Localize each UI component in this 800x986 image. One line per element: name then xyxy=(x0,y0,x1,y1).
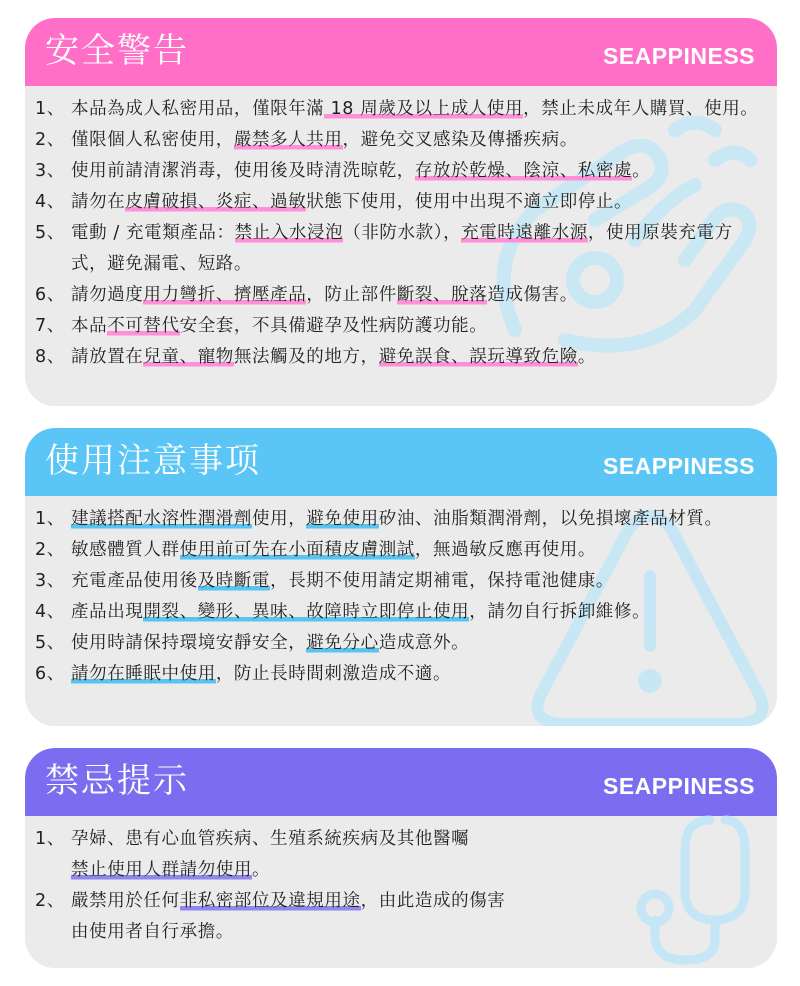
item-number: 7、 xyxy=(35,316,65,336)
item-text: ，由此造成的傷害 xyxy=(360,891,506,911)
item-number: 1、 xyxy=(35,829,65,849)
list-item xyxy=(35,187,759,218)
safety-warning-header xyxy=(25,18,777,86)
item-text: 敏感體質人群 xyxy=(71,540,180,560)
list-item xyxy=(35,311,759,342)
item-text: 孕婦、患有心血管疾病、生殖系統疾病及其他醫囑 xyxy=(71,829,470,849)
item-number: 3、 xyxy=(35,161,65,181)
item-number: 5、 xyxy=(35,633,65,653)
item-text: （非防水款）， xyxy=(343,223,462,243)
brand-label: SEAPPINESS xyxy=(603,773,755,799)
item-text: ，長期不使用請定期補電，保持電池健康。 xyxy=(270,571,615,591)
item-text: 。 xyxy=(252,860,271,880)
item-text: ，無過敏反應再使用。 xyxy=(414,540,596,560)
item-highlight: 存放於乾燥、陰涼、私密處 xyxy=(414,161,633,181)
list-item xyxy=(35,94,759,125)
list-item xyxy=(35,504,759,535)
brand-label: SEAPPINESS xyxy=(603,43,755,69)
item-highlight: 皮膚破損、炎症、過敏 xyxy=(125,192,307,212)
list-item xyxy=(35,659,759,690)
brand-label: SEAPPINESS xyxy=(603,453,755,479)
item-highlight: 開裂、變形、異味、故障時立即停止使用 xyxy=(143,602,470,622)
item-highlight: 使用前可先在小面積皮膚測試 xyxy=(179,540,415,560)
item-text: 使用， xyxy=(252,509,307,529)
item-text: ，禁止未成年人購買、使用。 xyxy=(523,99,759,119)
contraindications-header xyxy=(25,748,777,816)
item-text: 由使用者自行承擔。 xyxy=(71,922,234,942)
item-text: 充電產品使用後 xyxy=(71,571,198,591)
item-text: 電動 / 充電類產品： xyxy=(71,223,235,243)
item-text: 使用時請保持環境安靜安全， xyxy=(71,633,307,653)
section-title: 安全警告 xyxy=(45,31,189,71)
item-text: 嚴禁用於任何 xyxy=(71,891,180,911)
item-highlight: 建議搭配水溶性潤滑劑 xyxy=(71,509,252,529)
item-text: 本品為成人私密用品，僅限年滿 xyxy=(71,99,325,119)
list-item xyxy=(35,218,759,280)
item-text: 矽油、油脂類潤滑劑，以免損壞產品材質。 xyxy=(378,509,723,529)
item-highlight: 用力彎折、擠壓產品 xyxy=(143,285,307,305)
usage-notes-card xyxy=(25,428,777,726)
item-highlight: 兒童、寵物 xyxy=(143,347,234,367)
item-number: 2、 xyxy=(35,130,65,150)
item-highlight: 請勿在睡眠中使用 xyxy=(71,664,216,684)
usage-notes-list xyxy=(25,496,777,700)
item-number: 5、 xyxy=(35,223,65,243)
item-text: 請勿過度 xyxy=(71,285,144,305)
list-item xyxy=(35,280,759,311)
item-highlight: 避免分心 xyxy=(306,633,379,653)
item-text: 僅限個人私密使用， xyxy=(71,130,234,150)
item-text: 使用前請清潔消毒，使用後及時清洗晾乾， xyxy=(71,161,415,181)
list-item xyxy=(35,342,759,373)
item-text: ，使用原裝充電方式，避免漏電、短路。 xyxy=(71,223,733,274)
item-text: 產品出現 xyxy=(71,602,144,622)
item-number: 2、 xyxy=(35,891,65,911)
item-number: 8、 xyxy=(35,347,65,367)
list-item xyxy=(35,886,759,948)
item-highlight: 禁止入水浸泡 xyxy=(234,223,344,243)
item-text: ，請勿自行拆卸維修。 xyxy=(469,602,651,622)
item-highlight: 避免誤食、誤玩導致危險 xyxy=(378,347,578,367)
item-highlight: 避免使用 xyxy=(306,509,379,529)
item-text: 狀態下使用，使用中出現不適立即停止。 xyxy=(306,192,633,212)
item-number: 1、 xyxy=(35,509,65,529)
item-text: 安全套，不具備避孕及性病防護功能。 xyxy=(179,316,488,336)
item-number: 4、 xyxy=(35,192,65,212)
item-text: 請勿在 xyxy=(71,192,126,212)
contraindications-list xyxy=(25,816,777,958)
item-text: 造成意外。 xyxy=(378,633,470,653)
item-highlight: 禁止使用人群請勿使用 xyxy=(71,860,252,880)
list-item xyxy=(35,535,759,566)
item-text: 造成傷害。 xyxy=(487,285,578,305)
item-highlight: 不可替代 xyxy=(107,316,180,336)
safety-warning-card xyxy=(25,18,777,406)
item-number: 3、 xyxy=(35,571,65,591)
item-text: 無法觸及的地方， xyxy=(233,347,379,367)
item-number: 2、 xyxy=(35,540,65,560)
list-item xyxy=(35,628,759,659)
section-title: 禁忌提示 xyxy=(45,761,189,801)
item-text: 請放置在 xyxy=(71,347,144,367)
item-text: 。 xyxy=(632,161,651,181)
list-item xyxy=(35,125,759,156)
item-highlight: 嚴禁多人共用 xyxy=(233,130,343,150)
usage-notes-header xyxy=(25,428,777,496)
item-number: 6、 xyxy=(35,664,65,684)
list-item xyxy=(35,824,759,886)
item-highlight: 及時斷電 xyxy=(197,571,271,591)
contraindications-card xyxy=(25,748,777,968)
item-text: ，防止長時間刺激造成不適。 xyxy=(215,664,452,684)
list-item xyxy=(35,156,759,187)
item-text: 本品 xyxy=(71,316,108,336)
section-title: 使用注意事项 xyxy=(45,441,261,481)
list-item xyxy=(35,566,759,597)
item-text: ，防止部件 xyxy=(306,285,397,305)
item-highlight: 18 周歲及以上成人使用 xyxy=(324,99,524,119)
item-text: ，避免交叉感染及傳播疾病。 xyxy=(342,130,578,150)
item-highlight: 充電時遠離水源 xyxy=(461,223,588,243)
item-number: 1、 xyxy=(35,99,65,119)
item-number: 6、 xyxy=(35,285,65,305)
list-item xyxy=(35,597,759,628)
item-number: 4、 xyxy=(35,602,65,622)
item-highlight: 非私密部位及違規用途 xyxy=(179,891,361,911)
safety-warning-list xyxy=(25,86,777,383)
item-text: 。 xyxy=(577,347,596,367)
item-highlight: 斷裂、脫落 xyxy=(396,285,488,305)
